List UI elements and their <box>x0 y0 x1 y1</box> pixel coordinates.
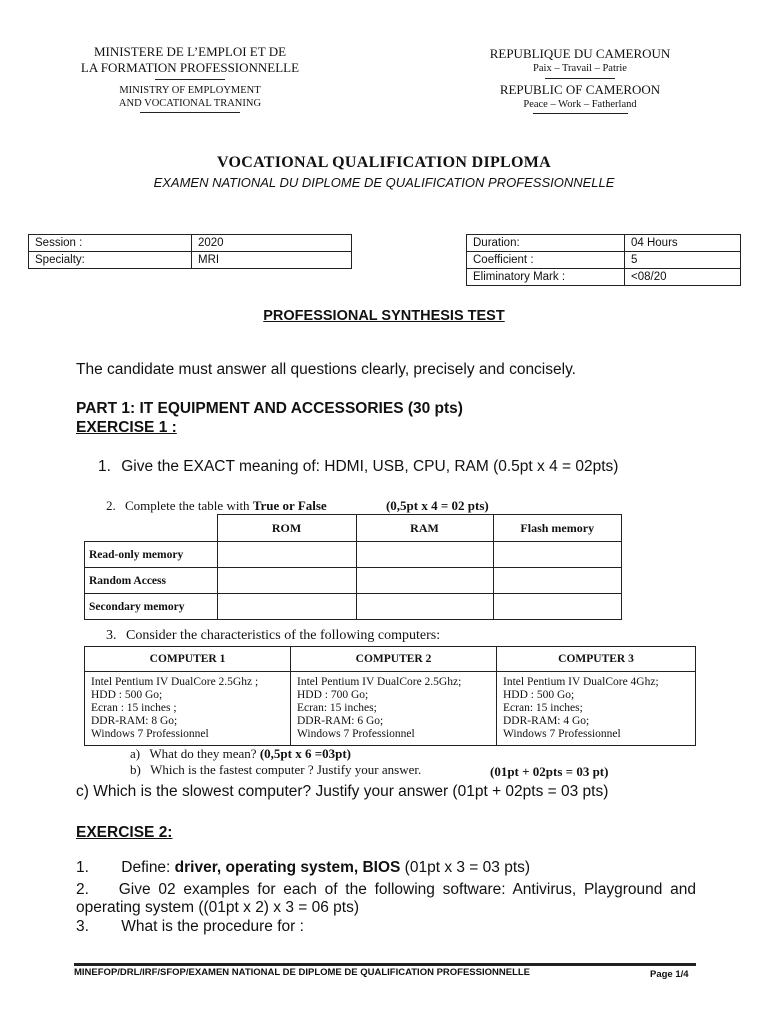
spec-line: Intel Pentium IV DualCore 2.5Ghz ; <box>91 676 259 688</box>
tf-header-rom: ROM <box>217 515 356 542</box>
republic-divider <box>545 78 615 79</box>
question-3c: c) Which is the slowest computer? Justify your answer (01pt + 02pts = 03 pts) <box>76 783 609 800</box>
footer-text: MINEFOP/DRL/IRF/SFOP/EXAMEN NATIONAL DE DIPLOME DE QUALIFICATION PROFESSIONNELLE <box>74 967 531 978</box>
tf-cell[interactable] <box>217 594 356 620</box>
question-1 <box>98 458 618 476</box>
eliminatory-row <box>467 269 741 286</box>
eliminatory-value: <08/20 <box>625 269 741 286</box>
ex2-question-1 <box>76 859 530 877</box>
tf-row-secondary <box>85 594 622 620</box>
tf-cell[interactable] <box>356 594 493 620</box>
question-3b <box>130 762 421 778</box>
tf-header-row <box>85 515 622 542</box>
spec-line: Intel Pentium IV DualCore 2.5Ghz; <box>297 676 462 688</box>
tf-row-readonly <box>85 542 622 568</box>
tf-row-label: Random Access <box>85 568 218 594</box>
question-2-bold: True or False <box>252 498 327 513</box>
computers-header-row <box>85 647 696 672</box>
tf-cell[interactable] <box>356 568 493 594</box>
page-subtitle: EXAMEN NATIONAL DU DIPLOME DE QUALIFICATION PROFESSIONNELLE <box>153 175 615 190</box>
spec-line: Windows 7 Professionnel <box>91 728 209 740</box>
session-row <box>29 235 352 252</box>
computer-3-header: COMPUTER 3 <box>497 647 696 672</box>
question-2 <box>106 498 489 514</box>
ministry-en-line1: MINISTRY OF EMPLOYMENT <box>119 85 261 96</box>
computer-2-header: COMPUTER 2 <box>291 647 497 672</box>
ministry-divider <box>155 79 225 80</box>
question-3-text: Consider the characteristics of the following computers: <box>126 628 441 643</box>
question-3-number: 3. <box>106 628 117 643</box>
spec-line: Ecran: 15 inches; <box>503 702 583 714</box>
instruction-text: The candidate must answer all questions clearly, precisely and concisely. <box>76 361 576 378</box>
spec-line: DDR-RAM: 8 Go; <box>91 715 178 727</box>
page-title: VOCATIONAL QUALIFICATION DIPLOMA <box>216 154 552 171</box>
spec-line: Ecran: 15 inches; <box>297 702 377 714</box>
session-value: 2020 <box>192 235 352 252</box>
coefficient-row <box>467 252 741 269</box>
question-1-number: 1. <box>98 458 111 475</box>
question-2-points: (0,5pt x 4 = 02 pts) <box>385 498 489 513</box>
tf-row-label: Secondary memory <box>85 594 218 620</box>
computer-3-specs <box>497 672 696 746</box>
ex2-question-2 <box>76 881 696 917</box>
question-3a <box>130 746 351 762</box>
ministry-en-line2: AND VOCATIONAL TRANING <box>118 98 262 109</box>
specialty-row <box>29 252 352 269</box>
question-3 <box>106 628 440 644</box>
spec-line: Ecran : 15 inches ; <box>91 702 177 714</box>
spec-line: Windows 7 Professionnel <box>503 728 621 740</box>
session-label: Session : <box>29 235 192 252</box>
question-3b-text: Which is the fastest computer ? Justify your answer. <box>150 762 422 777</box>
computer-1-specs <box>85 672 291 746</box>
republic-underline <box>533 113 628 114</box>
question-3a-points: (0,5pt x 6 =03pt) <box>259 746 352 761</box>
tf-cell[interactable] <box>493 594 622 620</box>
duration-value: 04 Hours <box>625 235 741 252</box>
question-3b-label: b) <box>130 762 141 777</box>
ministry-underline <box>140 112 240 113</box>
republic-en: REPUBLIC OF CAMEROON <box>499 82 661 97</box>
ex2-question-3-text: What is the procedure for : <box>121 918 304 935</box>
specialty-value: MRI <box>192 252 352 269</box>
specialty-label: Specialty: <box>29 252 192 269</box>
tf-cell[interactable] <box>217 542 356 568</box>
question-2-text: Complete the table with <box>125 498 253 513</box>
footer-divider <box>74 963 696 966</box>
ex2-question-1-points: (01pt x 3 = 03 pts) <box>400 859 531 876</box>
republic-en-motto: Peace – Work – Fatherland <box>523 99 637 110</box>
question-3a-label: a) <box>130 746 141 761</box>
coefficient-value: 5 <box>625 252 741 269</box>
exam-info-table <box>466 234 741 286</box>
duration-row <box>467 235 741 252</box>
spec-line: HDD : 500 Go; <box>91 689 163 701</box>
spec-line: DDR-RAM: 4 Go; <box>503 715 590 727</box>
question-1-text: Give the EXACT meaning of: HDMI, USB, CPU, RAM (0.5pt x 4 = 02pts) <box>121 458 619 475</box>
ex2-question-3-number: 3. <box>76 918 89 935</box>
republic-fr: REPUBLIQUE DU CAMEROUN <box>489 46 671 61</box>
page-number: Page 1/4 <box>650 969 689 980</box>
ex2-question-1-text: Define: <box>121 859 175 876</box>
spec-line: Intel Pentium IV DualCore 4Ghz; <box>503 676 659 688</box>
ex2-question-2-number: 2. <box>76 881 89 898</box>
tf-cell[interactable] <box>356 542 493 568</box>
true-false-table <box>84 514 622 620</box>
republic-fr-motto: Paix – Travail – Patrie <box>533 63 627 74</box>
computer-2-specs <box>291 672 497 746</box>
spec-line: DDR-RAM: 6 Go; <box>297 715 384 727</box>
ministry-header <box>40 44 340 113</box>
computer-1-header: COMPUTER 1 <box>85 647 291 672</box>
question-3a-text: What do they mean? <box>149 746 260 761</box>
spec-line: Windows 7 Professionnel <box>297 728 415 740</box>
tf-corner <box>85 515 218 542</box>
test-title: PROFESSIONAL SYNTHESIS TEST <box>263 308 505 324</box>
spec-line: HDD : 500 Go; <box>503 689 575 701</box>
tf-cell[interactable] <box>493 542 622 568</box>
tf-row-label: Read-only memory <box>85 542 218 568</box>
duration-label: Duration: <box>467 235 625 252</box>
exercise1-heading: EXERCISE 1 : <box>76 419 177 436</box>
tf-row-random <box>85 568 622 594</box>
ex2-question-1-number: 1. <box>76 859 89 876</box>
computers-specs-row <box>85 672 696 746</box>
tf-header-flash: Flash memory <box>493 515 622 542</box>
ex2-question-1-bold: driver, operating system, BIOS <box>174 859 401 876</box>
question-3b-points: (01pt + 02pts = 03 pt) <box>490 764 609 779</box>
coefficient-label: Coefficient : <box>467 252 625 269</box>
ministry-fr-line1: MINISTERE DE L’EMPLOI ET DE <box>93 44 287 59</box>
ex2-question-2-text: Give 02 examples for each of the following software: Antivirus, Playground and <box>118 881 696 898</box>
session-table <box>28 234 352 269</box>
tf-header-ram: RAM <box>356 515 493 542</box>
computers-table <box>84 646 696 746</box>
exercise2-heading: EXERCISE 2: <box>76 824 173 841</box>
ex2-question-3 <box>76 918 304 936</box>
part1-heading: PART 1: IT EQUIPMENT AND ACCESSORIES (30 pts) <box>76 400 463 417</box>
republic-header <box>430 46 730 114</box>
ex2-question-2-text2: operating system ((01pt x 2) x 3 = 06 pts) <box>76 899 360 916</box>
tf-cell[interactable] <box>217 568 356 594</box>
tf-cell[interactable] <box>493 568 622 594</box>
question-2-number: 2. <box>106 498 116 513</box>
spec-line: HDD : 700 Go; <box>297 689 369 701</box>
eliminatory-label: Eliminatory Mark : <box>467 269 625 286</box>
ministry-fr-line2: LA FORMATION PROFESSIONNELLE <box>80 60 300 75</box>
